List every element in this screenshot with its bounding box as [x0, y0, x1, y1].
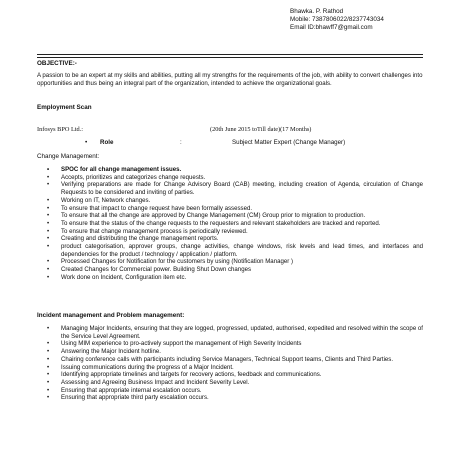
objective-heading: OBJECTIVE:- — [37, 60, 77, 67]
list-item: • SPOC for all change management issues. — [47, 166, 182, 173]
list-item: • Created Changes for Commercial power. Building Shut Down changes — [47, 266, 252, 274]
list-item: • To ensure that the status of the change requests to the requesters and relevant stakeholders are tracked and reported. — [47, 219, 381, 227]
incident-management-list — [47, 325, 423, 402]
role-value: Subject Matter Expert (Change Manager) — [232, 139, 346, 146]
list-item: • Working on IT, Network changes. — [47, 196, 151, 204]
list-item: • Answering the Major Incident hotline. — [47, 348, 161, 356]
list-item: • Issuing communications during the progress of a Major Incident. — [47, 363, 234, 371]
change-management-heading: Change Management: — [37, 153, 100, 160]
list-item: • Using MIM experience to pro-actively support the management of High Severity Incidents — [47, 340, 302, 348]
header-divider-top — [37, 54, 423, 55]
employer-name: Infosys BPO Ltd.: — [37, 126, 84, 133]
list-item: • Ensuring that appropriate third party escalation occurs. — [47, 394, 209, 402]
objective-text: A passion to be an expert at my skills and abilities, putting all my strengths for the requirements of the job, with ability to convert challenges into opportunities and thus being an integral part of the organization, intended to achieve the organizational goals. — [37, 72, 423, 87]
change-management-list — [47, 166, 423, 282]
list-item: • Chairing conference calls with participants including Service Managers, Technical Support teams, Clients and Third Parties. — [47, 355, 394, 363]
incident-management-heading: Incident management and Problem management: — [37, 312, 185, 319]
contact-block — [290, 8, 384, 32]
list-item: • Creating and distributing the change management reports. — [47, 235, 219, 243]
role-label: Role — [100, 139, 114, 146]
list-item: • Identifying appropriate timelines and targets for recovery actions, feedback and communications. — [47, 371, 322, 379]
list-item: • To ensure that all the change are approved by Change Management (CM) Group prior to migration to production. — [47, 212, 366, 220]
employment-heading: Employment Scan — [37, 104, 92, 111]
list-item: • Accepts, prioritizes and categorizes change requests. — [47, 173, 206, 181]
list-item: • To ensure that impact to change request have been formally assessed. — [47, 204, 253, 212]
contact-name: Bhawka. P. Rathod — [290, 8, 344, 15]
list-item: • Processed Changes for Notification for the customers by using (Notification Manager ) — [47, 258, 294, 266]
list-item: • product categorisation, approver groups, change activities, change windows, risk levels and lead times, and interfaces and dependencies for the product / technology / application / platform. — [47, 243, 423, 258]
header-divider-bottom — [37, 57, 423, 58]
list-item: • Ensuring that appropriate internal escalation occurs. — [47, 386, 202, 394]
list-item: • Work done on Incident, Configuration item etc. — [47, 273, 187, 281]
role-bullet: • — [85, 139, 88, 146]
employment-dates: (20th June 2015 toTill date)(17 Months) — [210, 126, 312, 133]
contact-mobile: Mobile: 7387806022/8237743034 — [290, 16, 384, 23]
list-item: • Assessing and Agreeing Business Impact and Incident Severity Level. — [47, 378, 250, 386]
list-item: • Verifying preparations are made for Change Advisory Board (CAB) meeting, including creation of Agenda, circulation of Change Requests to be considered and inviting of parties. — [47, 181, 423, 197]
contact-email: Email ID:bhawff7@gmail.com — [290, 24, 373, 31]
list-item: • Managing Major Incidents, ensuring that they are logged, progressed, updated, authorised, expedited and resolved within the scope of the Service Level Agreement. — [47, 325, 423, 340]
role-colon: : — [180, 139, 182, 146]
list-item: • To ensure that change management process is periodically reviewed. — [47, 227, 248, 235]
